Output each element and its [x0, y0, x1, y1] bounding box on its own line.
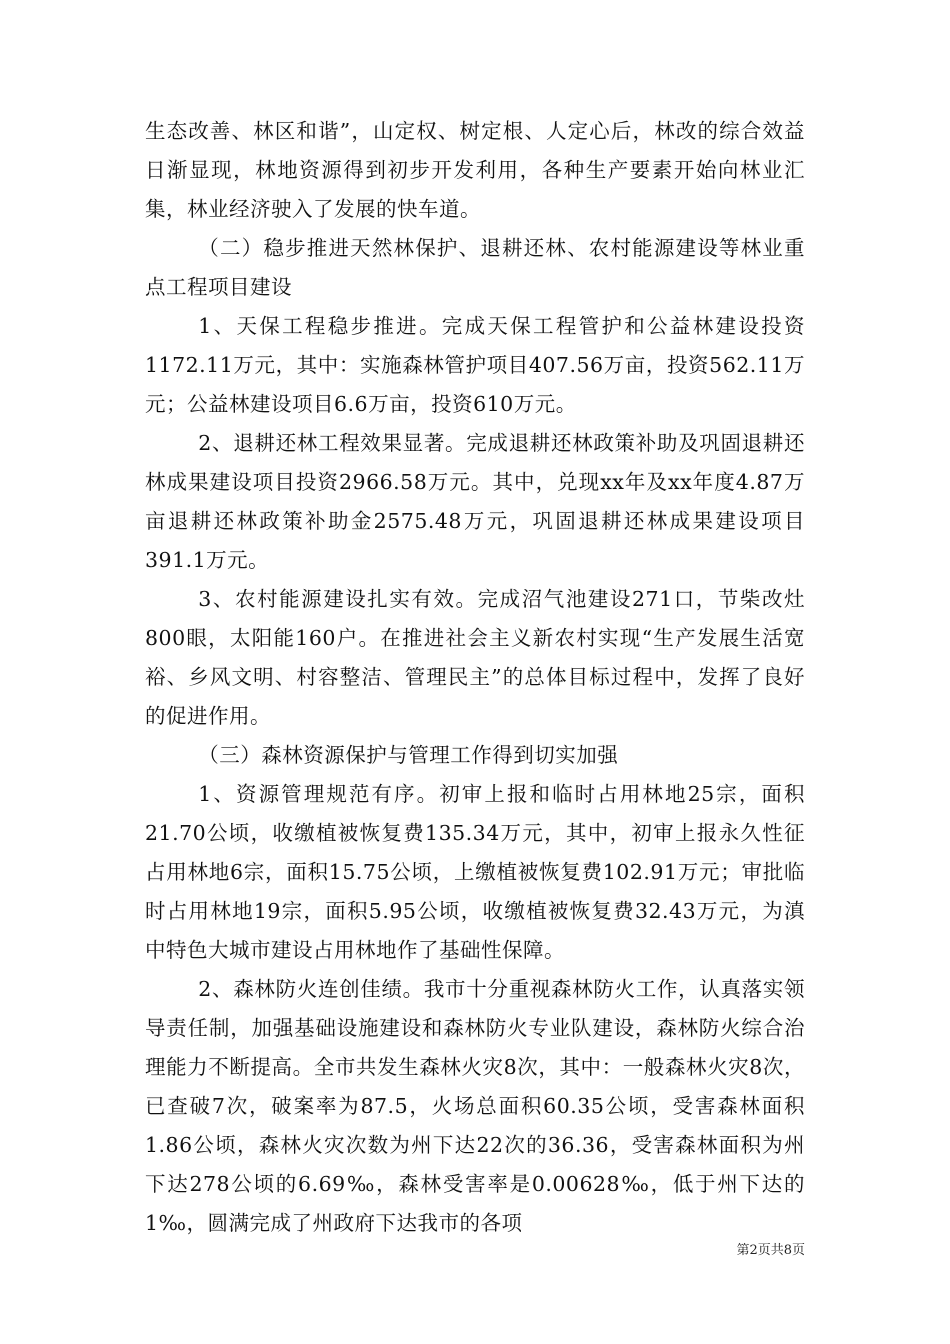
section-heading-2: （二）稳步推进天然林保护、退耕还林、农村能源建设等林业重点工程项目建设 — [145, 236, 805, 299]
document-body — [145, 112, 805, 1243]
paragraph-item: 2、退耕还林工程效果显著。完成退耕还林政策补助及巩固退耕还林成果建设项目投资2966.58万元。其中，兑现xx年及xx年度4.87万亩退耕还林政策补助金2575.48万元，巩固退耕还林成果建设项目391.1万元。 — [145, 431, 805, 572]
section-heading-3: （三）森林资源保护与管理工作得到切实加强 — [198, 743, 619, 767]
page-number-footer: 第2页共8页 — [736, 1243, 805, 1258]
paragraph-item: 1、资源管理规范有序。初审上报和临时占用林地25宗，面积21.70公顷，收缴植被恢复费135.34万元，其中，初审上报永久性征占用林地6宗，面积15.75公顷，上缴植被恢复费102.91万元；审批临时占用林地19宗，面积5.95公顷，收缴植被恢复费32.43万元，为滇中特色大城市建设占用林地作了基础性保障。 — [145, 782, 805, 962]
paragraph-item: 2、森林防火连创佳绩。我市十分重视森林防火工作，认真落实领导责任制，加强基础设施建设和森林防火专业队建设，森林防火综合治理能力不断提高。全市共发生森林火灾8次，其中：一般森林火灾8次，已查破7次，破案率为87.5，火场总面积60.35公顷，受害森林面积1.86公顷，森林火灾次数为州下达22次的36.36，受害森林面积为州下达278公顷的6.69‰，森林受害率是0.00628‰，低于州下达的1‰，圆满完成了州政府下达我市的各项 — [145, 977, 805, 1235]
paragraph-item: 3、农村能源建设扎实有效。完成沼气池建设271口，节柴改灶800眼，太阳能160户。在推进社会主义新农村实现“生产发展生活宽裕、乡风文明、村容整洁、管理民主”的总体目标过程中，发挥了良好的促进作用。 — [145, 587, 805, 728]
paragraph-item: 1、天保工程稳步推进。完成天保工程管护和公益林建设投资1172.11万元，其中：实施森林管护项目407.56万亩，投资562.11万元；公益林建设项目6.6万亩，投资610万元。 — [145, 314, 805, 416]
paragraph-continuation: 生态改善、林区和谐”，山定权、树定根、人定心后，林改的综合效益日渐显现，林地资源得到初步开发利用，各种生产要素开始向林业汇集，林业经济驶入了发展的快车道。 — [145, 119, 805, 221]
